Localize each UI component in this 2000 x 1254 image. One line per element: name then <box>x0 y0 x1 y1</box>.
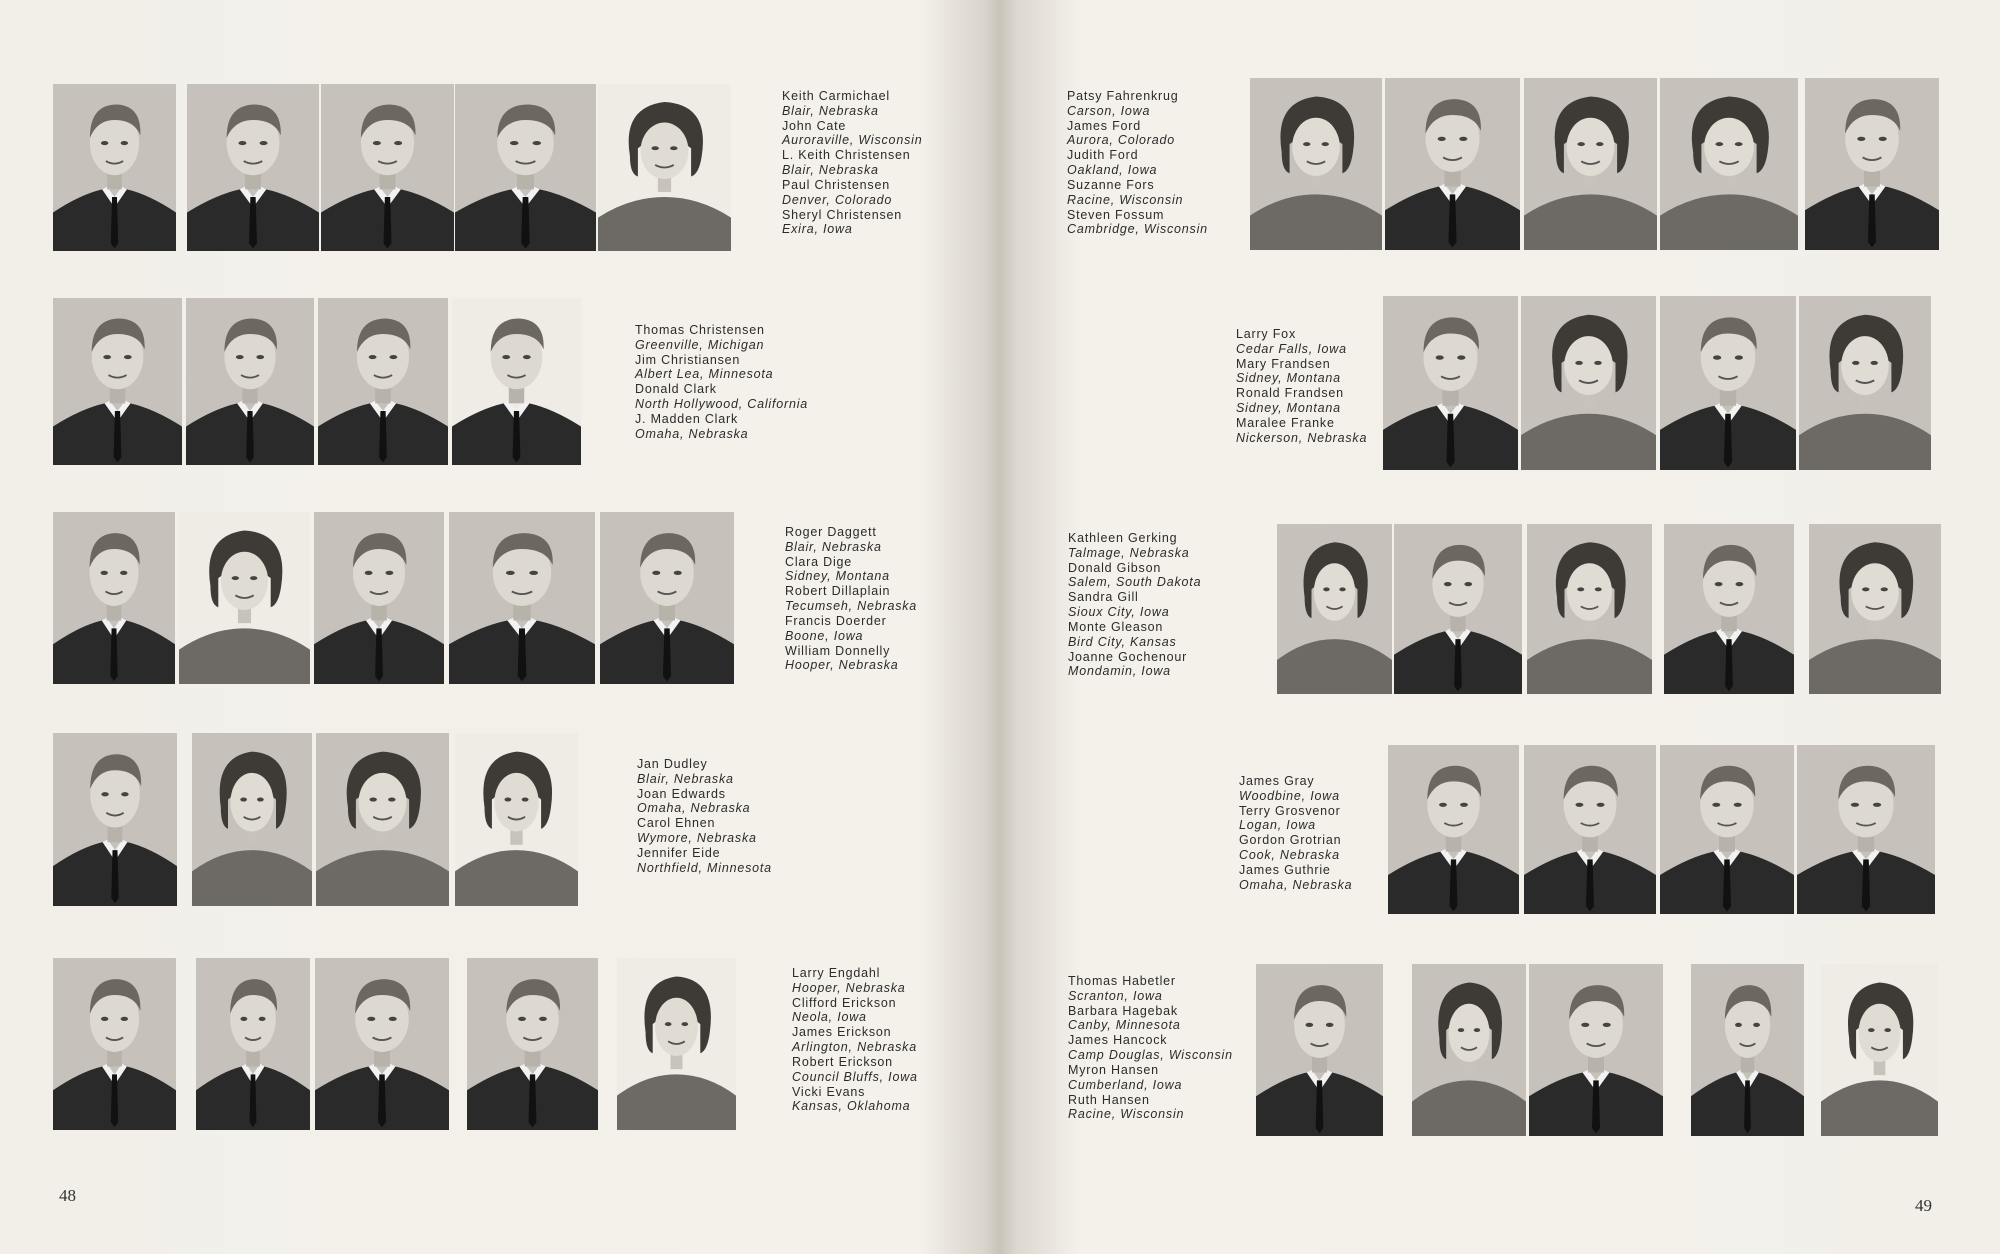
student-portrait-photo <box>1797 745 1935 914</box>
student-entry <box>635 382 808 411</box>
student-entry <box>782 178 922 207</box>
student-hometown: Boone, Iowa <box>785 628 864 643</box>
student-portrait-photo <box>1660 745 1794 914</box>
student-portrait-photo <box>1385 78 1520 250</box>
student-name: William Donnelly <box>785 643 891 658</box>
student-hometown: Logan, Iowa <box>1239 818 1316 833</box>
student-entry <box>785 525 917 554</box>
student-name: Steven Fossum <box>1067 207 1165 222</box>
name-caption-block <box>1068 531 1201 679</box>
student-name: James Hancock <box>1068 1033 1168 1048</box>
student-hometown: Oakland, Iowa <box>1067 162 1158 177</box>
student-hometown: Nickerson, Nebraska <box>1236 430 1368 445</box>
student-portrait-photo <box>53 512 175 684</box>
student-entry <box>785 584 917 613</box>
student-portrait-photo <box>1250 78 1382 250</box>
student-hometown: Sidney, Montana <box>785 569 890 584</box>
student-entry <box>637 816 772 845</box>
student-name: Judith Ford <box>1067 148 1139 163</box>
student-entry <box>1068 974 1233 1003</box>
student-portrait-photo <box>1277 524 1392 694</box>
student-entry <box>637 787 772 816</box>
student-hometown: Kansas, Oklahoma <box>792 1099 911 1114</box>
student-name: L. Keith Christensen <box>782 148 911 163</box>
student-portrait-photo <box>1660 78 1798 250</box>
student-hometown: Aurora, Colorado <box>1067 133 1175 148</box>
student-entry <box>637 846 772 875</box>
student-portrait-photo <box>316 733 449 906</box>
student-portrait-photo <box>179 512 310 684</box>
student-name: Patsy Fahrenkrug <box>1067 89 1179 103</box>
student-portrait-photo <box>617 958 736 1130</box>
student-hometown: Canby, Minnesota <box>1068 1018 1181 1033</box>
student-name: Mary Frandsen <box>1236 356 1331 371</box>
student-portrait-photo <box>1809 524 1941 694</box>
student-name: John Cate <box>782 118 847 133</box>
student-portrait-photo <box>1524 78 1657 250</box>
student-portrait-photo <box>1388 745 1519 914</box>
student-name: Gordon Grotrian <box>1239 833 1342 848</box>
student-name: Ronald Frandsen <box>1236 386 1344 401</box>
student-name: Larry Fox <box>1236 327 1296 341</box>
student-name: Joan Edwards <box>637 786 726 801</box>
student-entry <box>635 412 808 441</box>
student-hometown: Greenville, Michigan <box>635 337 765 352</box>
student-hometown: Camp Douglas, Wisconsin <box>1068 1047 1233 1062</box>
page-number-left: 48 <box>59 1186 76 1205</box>
name-caption-block <box>637 757 772 876</box>
student-entry <box>792 996 918 1025</box>
student-portrait-photo <box>314 512 444 684</box>
student-entry <box>1239 833 1352 862</box>
student-portrait-photo <box>467 958 598 1130</box>
student-name: Terry Grosvenor <box>1239 803 1341 818</box>
name-caption-block <box>792 966 918 1114</box>
student-entry <box>637 757 772 786</box>
name-caption-block <box>1239 774 1352 893</box>
student-name: Robert Erickson <box>792 1055 893 1070</box>
student-hometown: Blair, Nebraska <box>782 103 879 118</box>
student-name: James Erickson <box>792 1025 892 1040</box>
student-hometown: Denver, Colorado <box>782 192 893 207</box>
student-entry <box>1067 148 1208 177</box>
student-name: Clifford Erickson <box>792 995 897 1010</box>
student-portrait-photo <box>1521 296 1656 470</box>
name-caption-block <box>635 323 808 442</box>
student-entry <box>1239 774 1352 803</box>
student-entry <box>1068 650 1201 679</box>
student-entry <box>1068 590 1201 619</box>
name-caption-block <box>785 525 917 673</box>
student-hometown: Auroraville, Wisconsin <box>782 133 923 148</box>
student-hometown: Sioux City, Iowa <box>1068 604 1170 619</box>
student-entry <box>782 208 922 237</box>
student-portrait-photo <box>1529 964 1663 1136</box>
student-hometown: Racine, Wisconsin <box>1067 192 1184 207</box>
student-hometown: Cumberland, Iowa <box>1068 1077 1183 1092</box>
name-caption-block <box>1067 89 1208 237</box>
student-entry <box>782 89 922 118</box>
student-hometown: Omaha, Nebraska <box>635 426 749 441</box>
student-name: Donald Gibson <box>1068 560 1162 575</box>
student-hometown: Neola, Iowa <box>792 1010 867 1025</box>
student-portrait-photo <box>318 298 448 465</box>
student-entry <box>635 353 808 382</box>
student-portrait-photo <box>1394 524 1522 694</box>
student-hometown: Mondamin, Iowa <box>1068 664 1171 679</box>
student-portrait-photo <box>598 84 731 251</box>
student-hometown: Council Bluffs, Iowa <box>792 1069 918 1084</box>
student-name: Jim Christiansen <box>635 352 741 367</box>
student-entry <box>1236 416 1367 445</box>
student-hometown: Blair, Nebraska <box>637 771 734 786</box>
student-entry <box>1068 1063 1233 1092</box>
name-caption-block <box>1068 974 1233 1122</box>
student-entry <box>1068 1033 1233 1062</box>
student-name: James Gray <box>1239 774 1315 788</box>
student-entry <box>782 148 922 177</box>
student-name: Thomas Habetler <box>1068 974 1176 988</box>
student-entry <box>1067 89 1208 118</box>
student-entry <box>1068 1004 1233 1033</box>
student-entry <box>792 1025 918 1054</box>
student-hometown: Exira, Iowa <box>782 222 853 237</box>
student-portrait-photo <box>1805 78 1939 250</box>
student-name: Monte Gleason <box>1068 620 1164 635</box>
student-hometown: Hooper, Nebraska <box>785 658 899 673</box>
student-name: Myron Hansen <box>1068 1063 1159 1078</box>
student-hometown: Cedar Falls, Iowa <box>1236 341 1347 356</box>
student-portrait-photo <box>1799 296 1931 470</box>
student-entry <box>1067 119 1208 148</box>
student-portrait-photo <box>196 958 310 1130</box>
student-hometown: Salem, South Dakota <box>1068 575 1202 590</box>
student-name: Joanne Gochenour <box>1068 649 1188 664</box>
student-name: Keith Carmichael <box>782 89 890 103</box>
student-name: Ruth Hansen <box>1068 1092 1150 1107</box>
student-entry <box>1068 561 1201 590</box>
student-hometown: Sidney, Montana <box>1236 371 1341 386</box>
student-portrait-photo <box>600 512 734 684</box>
student-portrait-photo <box>1660 296 1796 470</box>
student-name: Sheryl Christensen <box>782 207 903 222</box>
student-hometown: North Hollywood, California <box>635 396 809 411</box>
student-portrait-photo <box>1412 964 1526 1136</box>
student-entry <box>1067 208 1208 237</box>
student-entry <box>635 323 808 352</box>
student-hometown: Omaha, Nebraska <box>1239 877 1353 892</box>
student-entry <box>792 1085 918 1114</box>
student-name: Vicki Evans <box>792 1084 866 1099</box>
student-portrait-photo <box>186 298 314 465</box>
page-number-right: 49 <box>1915 1196 1932 1215</box>
student-entry <box>1236 327 1367 356</box>
student-entry <box>785 614 917 643</box>
student-name: Barbara Hagebak <box>1068 1003 1178 1018</box>
student-hometown: Sidney, Montana <box>1236 400 1341 415</box>
student-entry <box>785 555 917 584</box>
student-entry <box>792 966 918 995</box>
student-entry <box>1067 178 1208 207</box>
student-portrait-photo <box>449 512 595 684</box>
student-hometown: Albert Lea, Minnesota <box>635 367 774 382</box>
student-hometown: Cook, Nebraska <box>1239 847 1340 862</box>
student-portrait-photo <box>452 298 581 465</box>
student-portrait-photo <box>53 733 177 906</box>
student-hometown: Arlington, Nebraska <box>792 1039 917 1054</box>
student-name: Carol Ehnen <box>637 816 716 831</box>
student-portrait-photo <box>1691 964 1804 1136</box>
student-hometown: Wymore, Nebraska <box>637 830 757 845</box>
student-portrait-photo <box>1821 964 1938 1136</box>
student-name: Maralee Franke <box>1236 416 1335 431</box>
student-hometown: Carson, Iowa <box>1067 103 1151 118</box>
student-name: Robert Dillaplain <box>785 584 891 599</box>
student-name: Kathleen Gerking <box>1068 531 1178 545</box>
student-hometown: Hooper, Nebraska <box>792 980 906 995</box>
student-portrait-photo <box>321 84 454 251</box>
student-name: Larry Engdahl <box>792 966 881 980</box>
student-name: James Ford <box>1067 118 1141 133</box>
student-hometown: Blair, Nebraska <box>782 162 879 177</box>
name-caption-block <box>782 89 922 237</box>
student-hometown: Northfield, Minnesota <box>637 860 772 875</box>
student-entry <box>1239 863 1352 892</box>
student-hometown: Tecumseh, Nebraska <box>785 598 918 613</box>
student-portrait-photo <box>1527 524 1652 694</box>
student-hometown: Blair, Nebraska <box>785 539 882 554</box>
student-hometown: Cambridge, Wisconsin <box>1067 222 1208 237</box>
student-hometown: Talmage, Nebraska <box>1068 545 1190 560</box>
student-portrait-photo <box>53 298 182 465</box>
student-name: Suzanne Fors <box>1067 178 1155 193</box>
student-portrait-photo <box>187 84 319 251</box>
student-name: James Guthrie <box>1239 863 1331 878</box>
student-hometown: Woodbine, Iowa <box>1239 788 1340 803</box>
student-name: Thomas Christensen <box>635 323 765 337</box>
student-portrait-photo <box>315 958 449 1130</box>
student-portrait-photo <box>455 84 596 251</box>
student-portrait-photo <box>455 733 578 906</box>
student-hometown: Scranton, Iowa <box>1068 988 1163 1003</box>
student-name: Jennifer Eide <box>637 846 721 861</box>
student-entry <box>1068 620 1201 649</box>
student-portrait-photo <box>53 958 176 1130</box>
student-entry <box>1068 531 1201 560</box>
student-entry <box>1236 357 1367 386</box>
student-entry <box>792 1055 918 1084</box>
student-hometown: Omaha, Nebraska <box>637 801 751 816</box>
student-portrait-photo <box>1256 964 1383 1136</box>
student-name: Sandra Gill <box>1068 590 1139 605</box>
student-name: Donald Clark <box>635 382 717 397</box>
student-portrait-photo <box>53 84 176 251</box>
student-name: Paul Christensen <box>782 178 890 193</box>
student-portrait-photo <box>192 733 312 906</box>
student-hometown: Racine, Wisconsin <box>1068 1107 1185 1122</box>
student-entry <box>1236 386 1367 415</box>
student-name: Francis Doerder <box>785 614 887 629</box>
student-portrait-photo <box>1524 745 1656 914</box>
student-name: Jan Dudley <box>637 757 708 771</box>
student-portrait-photo <box>1664 524 1794 694</box>
student-name: Roger Daggett <box>785 525 877 539</box>
student-portrait-photo <box>1383 296 1518 470</box>
student-entry <box>785 644 917 673</box>
student-name: Clara Dige <box>785 554 853 569</box>
student-entry <box>1068 1093 1233 1122</box>
student-entry <box>1239 804 1352 833</box>
name-caption-block <box>1236 327 1367 446</box>
student-entry <box>782 119 922 148</box>
student-name: J. Madden Clark <box>635 412 739 427</box>
student-hometown: Bird City, Kansas <box>1068 634 1177 649</box>
